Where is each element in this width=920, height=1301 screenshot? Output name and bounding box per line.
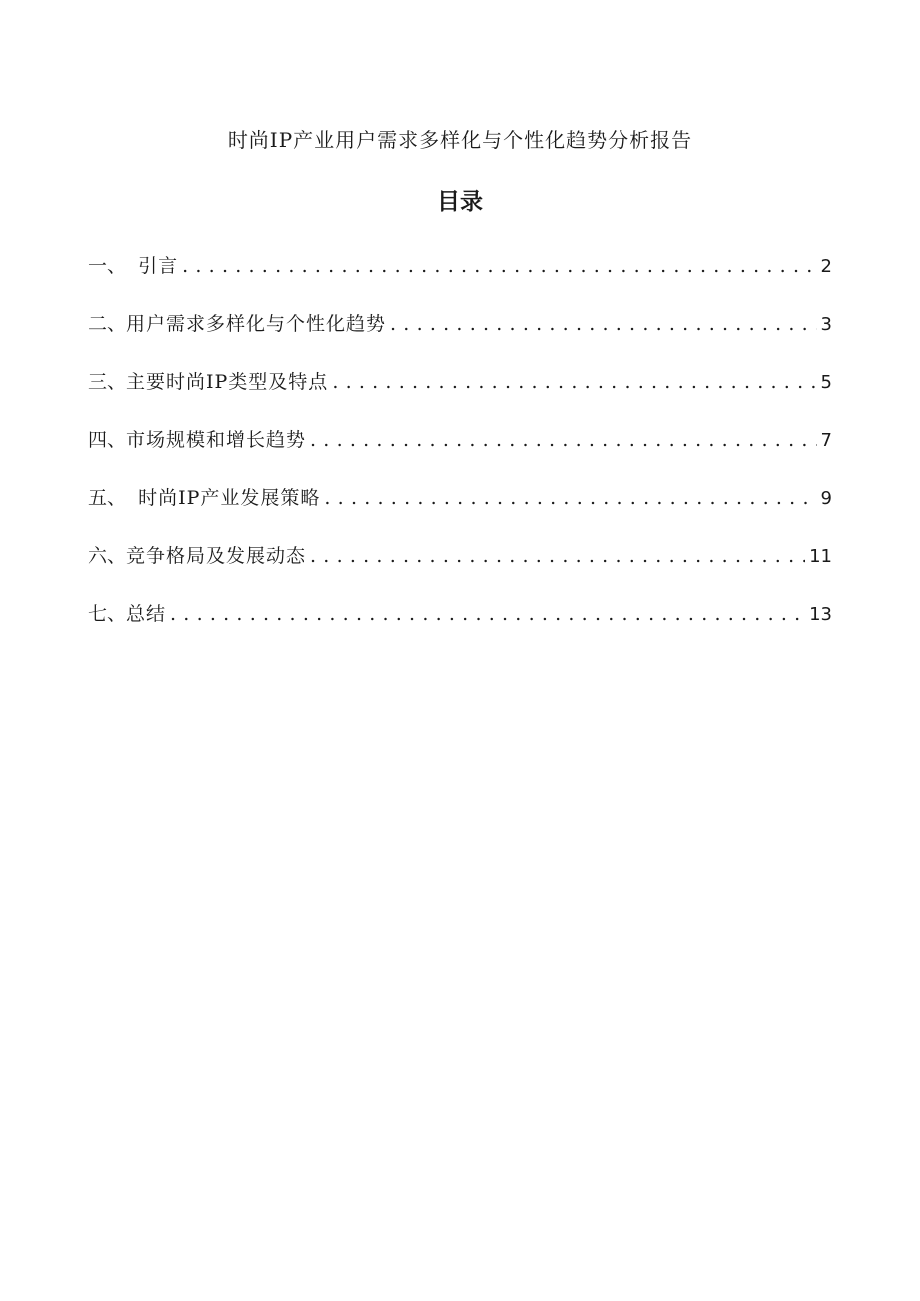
toc-entry-page: 7 [820,430,832,451]
toc-leader-dots [324,484,816,512]
toc-entry-competition[interactable] [88,542,832,600]
toc-entry-label: 总结 [126,603,167,625]
toc-entry-page: 13 [809,604,832,625]
toc-entry-page: 11 [809,546,832,567]
toc-entry-page: 9 [820,488,832,509]
table-of-contents [88,252,832,658]
toc-entry-user-demand[interactable] [88,310,832,368]
toc-entry-page: 3 [820,314,832,335]
toc-entry-strategy[interactable] [88,484,832,542]
toc-entry-number: 四、 [88,429,127,451]
toc-entry-label: 竞争格局及发展动态 [126,545,307,567]
toc-heading: 目录 [437,189,483,215]
toc-entry-number: 六、 [88,545,127,567]
toc-entry-number: 三、 [88,371,127,393]
toc-entry-number: 七、 [88,603,127,625]
toc-entry-page: 2 [820,256,832,277]
toc-leader-dots [182,252,816,280]
toc-leader-dots [332,368,816,396]
toc-entry-number: 二、 [88,313,127,335]
toc-entry-page: 5 [820,372,832,393]
toc-entry-number: 一、 [88,255,139,277]
document-title: 时尚IP产业用户需求多样化与个性化趋势分析报告 [227,128,693,152]
toc-leader-dots [390,310,817,338]
toc-entry-number: 五、 [88,487,139,509]
toc-entry-ip-types[interactable] [88,368,832,426]
toc-entry-label: 市场规模和增长趋势 [126,429,307,451]
toc-leader-dots [170,600,805,628]
toc-leader-dots [310,542,805,570]
toc-leader-dots [310,426,817,454]
toc-entry-label: 引言 [138,255,179,277]
toc-entry-label: 用户需求多样化与个性化趋势 [126,313,387,335]
toc-entry-introduction[interactable] [88,252,832,310]
toc-entry-summary[interactable] [88,600,832,658]
toc-entry-label: 时尚IP产业发展策略 [138,487,321,509]
toc-entry-label: 主要时尚IP类型及特点 [126,371,329,393]
toc-entry-market-size[interactable] [88,426,832,484]
